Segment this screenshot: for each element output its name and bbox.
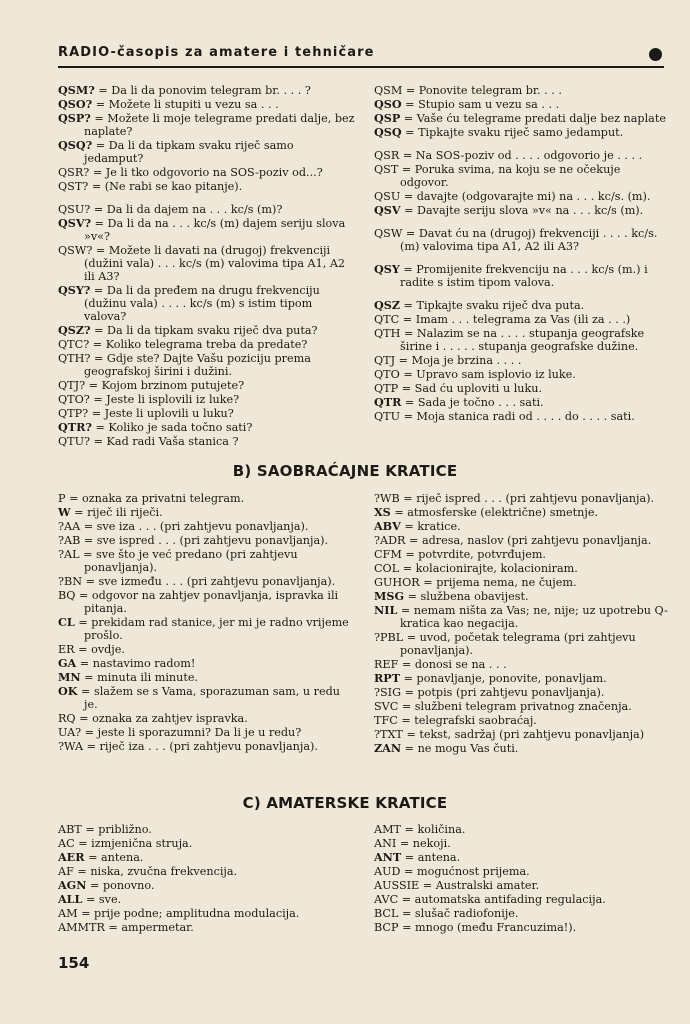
abbreviation-meaning: = ovdje. [74, 643, 125, 656]
abbreviation-entry [374, 893, 672, 906]
abbreviation-code: MSG [374, 589, 405, 603]
abbreviation-code: MN [58, 670, 81, 684]
abbreviation-code: QTO? [58, 393, 90, 406]
abbreviation-code: QTP? [58, 407, 89, 420]
abbreviation-meaning: = izmjenična struja. [74, 837, 193, 850]
abbreviation-entry [374, 562, 672, 575]
abbreviation-code: BQ [58, 589, 76, 602]
running-header [58, 44, 664, 68]
abbreviation-entry [374, 672, 672, 685]
abbreviation-code: QSO? [58, 97, 93, 111]
abbreviation-entry [58, 520, 356, 533]
abbreviation-code: W [58, 505, 71, 519]
abbreviation-entry [374, 396, 672, 409]
abbreviation-entry [374, 907, 672, 920]
abbreviation-entry [58, 492, 356, 505]
section-a-right-column [374, 84, 672, 424]
abbreviation-entry [58, 893, 356, 906]
abbreviation-code: QSP [374, 111, 401, 125]
abbreviation-entry [374, 548, 672, 561]
abbreviation-code: ALL [58, 892, 83, 906]
abbreviation-code: QSR? [58, 166, 90, 179]
abbreviation-meaning: = Davajte seriju slova »v« na . . . kc/s (m). [400, 204, 644, 217]
abbreviation-code: AUSSIE [374, 879, 420, 892]
abbreviation-meaning: = odgovor na zahtjev ponavljanja, ispravka ili pitanja. [75, 589, 339, 615]
abbreviation-code: ?BN [58, 575, 83, 588]
abbreviation-code: QTH [374, 327, 401, 340]
abbreviation-meaning: = Moja je brzina . . . . [395, 354, 522, 367]
abbreviation-entry [374, 126, 672, 139]
abbreviation-code: ?WA [58, 740, 84, 753]
abbreviation-code: ABV [374, 519, 401, 533]
abbreviation-code: RPT [374, 671, 401, 685]
abbreviation-code: ZAN [374, 741, 402, 755]
abbreviation-entry [374, 410, 672, 423]
abbreviation-entry [374, 149, 672, 162]
abbreviation-entry [374, 921, 672, 934]
abbreviation-entry [58, 671, 356, 684]
abbreviation-entry [58, 534, 356, 547]
abbreviation-meaning: = uvod, početak telegrama (pri zahtjevu ponavljanja). [400, 631, 636, 657]
abbreviation-code: CFM [374, 548, 402, 561]
abbreviation-entry [58, 616, 356, 642]
abbreviation-code: QSW [374, 227, 403, 240]
abbreviation-entry [58, 284, 356, 323]
abbreviation-code: ABT [58, 823, 82, 836]
abbreviation-entry [374, 263, 672, 289]
abbreviation-entry [374, 163, 672, 189]
abbreviation-entry [374, 368, 672, 381]
abbreviation-entry [58, 548, 356, 574]
abbreviation-code: QTU? [58, 435, 91, 448]
abbreviation-entry [374, 382, 672, 395]
abbreviation-meaning: = kratice. [400, 520, 461, 533]
abbreviation-entry [374, 299, 672, 312]
abbreviation-meaning: = nekoji. [396, 837, 451, 850]
abbreviation-meaning: = Da li da tipkam svaku riječ dva puta? [90, 324, 318, 337]
abbreviation-meaning: = tekst, sadržaj (pri zahtjevu ponavljanja) [402, 728, 645, 741]
abbreviation-entry [374, 190, 672, 203]
abbreviation-entry [374, 576, 672, 589]
abbreviation-meaning: = Stupio sam u vezu sa . . . [401, 98, 560, 111]
abbreviation-meaning: = približno. [81, 823, 152, 836]
abbreviation-code: QSR [374, 149, 400, 162]
abbreviation-meaning: = Ponovite telegram br. . . . [402, 84, 562, 97]
section-b-right-column [374, 492, 672, 756]
abbreviation-code: RQ [58, 712, 76, 725]
abbreviation-meaning: = ne mogu Vas čuti. [401, 742, 519, 755]
abbreviation-code: NIL [374, 603, 398, 617]
abbreviation-code: QSZ? [58, 323, 91, 337]
abbreviation-meaning: = davajte (odgovarajte mi) na . . . kc/s. (m). [400, 190, 651, 203]
abbreviation-meaning: = minuta ili minute. [80, 671, 198, 684]
abbreviation-entry [374, 658, 672, 671]
abbreviation-code: AMT [374, 823, 401, 836]
abbreviation-entry [58, 851, 356, 864]
abbreviation-entry [374, 700, 672, 713]
abbreviation-meaning: = slušač radiofonije. [398, 907, 519, 920]
abbreviation-code: QSY? [58, 283, 91, 297]
abbreviation-meaning: = mogućnost prijema. [400, 865, 530, 878]
abbreviation-meaning: = Imam . . . telegrama za Vas (ili za . . .) [399, 313, 631, 326]
abbreviation-code: TFC [374, 714, 398, 727]
abbreviation-code: QST? [58, 180, 89, 193]
abbreviation-code: AM [58, 907, 78, 920]
abbreviation-code: QSO [374, 97, 402, 111]
abbreviation-entry [374, 865, 672, 878]
abbreviation-entry [374, 728, 672, 741]
abbreviation-code: QTU [374, 410, 401, 423]
abbreviation-meaning: = jeste li sporazumni? Da li je u redu? [81, 726, 302, 739]
abbreviation-entry [58, 203, 356, 216]
abbreviation-entry [374, 534, 672, 547]
abbreviation-entry [58, 338, 356, 351]
abbreviation-code: QSU [374, 190, 401, 203]
abbreviation-entry [58, 589, 356, 615]
abbreviation-meaning: = ponovno. [86, 879, 155, 892]
abbreviation-entry [58, 435, 356, 448]
abbreviation-code: AVC [374, 893, 399, 906]
abbreviation-code: ?WB [374, 492, 400, 505]
abbreviation-meaning: = atmosferske (električne) smetnje. [390, 506, 599, 519]
abbreviation-code: QTC [374, 313, 400, 326]
abbreviation-meaning: = Možete li moje telegrame predati dalje, bez naplate? [84, 112, 355, 138]
abbreviation-entry [374, 313, 672, 326]
abbreviation-code: BCL [374, 907, 399, 920]
abbreviation-meaning: = službena obavijest. [404, 590, 529, 603]
abbreviation-entry [374, 327, 672, 353]
abbreviation-entry [374, 837, 672, 850]
abbreviation-entry [374, 631, 672, 657]
abbreviation-meaning: = automatska antifading regulacija. [398, 893, 606, 906]
abbreviation-code: QTR [374, 395, 402, 409]
abbreviation-code: AER [58, 850, 85, 864]
section-a-left-column [58, 84, 356, 449]
abbreviation-meaning: = Možete li stupiti u vezu sa . . . [92, 98, 279, 111]
abbreviation-code: ANI [374, 837, 397, 850]
abbreviation-meaning: = Sada je točno . . . sati. [401, 396, 544, 409]
abbreviation-meaning: = Vaše ću telegrame predati dalje bez naplate [400, 112, 666, 125]
abbreviation-entry [58, 837, 356, 850]
abbreviation-meaning: = Jeste li uplovili u luku? [88, 407, 234, 420]
abbreviation-entry [58, 657, 356, 670]
abbreviation-code: QSY [374, 262, 400, 276]
abbreviation-meaning: = oznaka za zahtjev ispravka. [75, 712, 248, 725]
abbreviation-entry [374, 590, 672, 603]
abbreviation-meaning: = količina. [401, 823, 466, 836]
abbreviation-code: ?SIG [374, 686, 402, 699]
abbreviation-meaning: = ampermetar. [104, 921, 194, 934]
abbreviation-entry [58, 421, 356, 434]
abbreviation-entry [58, 352, 356, 378]
abbreviation-meaning: = Kojom brzinom putujete? [85, 379, 245, 392]
abbreviation-meaning: = sve iza . . . (pri zahtjevu ponavljanja). [80, 520, 309, 533]
abbreviation-entry [374, 520, 672, 533]
abbreviation-entry [374, 204, 672, 217]
abbreviation-meaning: = Jeste li isplovili iz luke? [89, 393, 240, 406]
abbreviation-code: QTP [374, 382, 399, 395]
abbreviation-code: GUHOR [374, 576, 420, 589]
abbreviation-meaning: = riječ iza . . . (pri zahtjevu ponavljanja). [83, 740, 318, 753]
abbreviation-entry [58, 907, 356, 920]
abbreviation-code: QTC? [58, 338, 90, 351]
abbreviation-code: REF [374, 658, 399, 671]
abbreviation-code: AMMTR [58, 921, 105, 934]
abbreviation-meaning: = Da li da ponovim telegram br. . . . ? [94, 84, 311, 97]
abbreviation-code: ANT [374, 850, 402, 864]
abbreviation-code: QSW? [58, 244, 93, 257]
abbreviation-meaning: = Upravo sam isplovio iz luke. [399, 368, 576, 381]
abbreviation-meaning: = antena. [401, 851, 461, 864]
abbreviation-meaning: = službeni telegram privatnog značenja. [398, 700, 632, 713]
abbreviation-meaning: = sve. [82, 893, 122, 906]
abbreviation-code: ER [58, 643, 75, 656]
abbreviation-meaning: = telegrafski saobraćaj. [397, 714, 537, 727]
abbreviation-entry [58, 921, 356, 934]
abbreviation-meaning: = donosi se na . . . [398, 658, 507, 671]
abbreviation-code: QTR? [58, 420, 92, 434]
abbreviation-meaning: = Moja stanica radi od . . . . do . . . . sati. [400, 410, 635, 423]
abbreviation-code: QSQ [374, 125, 402, 139]
abbreviation-meaning: = Da li da pređem na drugu frekvenciju (dužinu vala) . . . . kc/s (m) s istim tipom valova? [84, 284, 320, 323]
abbreviation-code: P [58, 492, 66, 505]
abbreviation-meaning: = Poruka svima, na koju se ne očekuje odgovor. [398, 163, 621, 189]
abbreviation-meaning: = Možete li davati na (drugoj) frekvenciji (dužini vala) . . . kc/s (m) valovima tipa A1, A2 ili A3? [84, 244, 346, 283]
abbreviation-meaning: = Promijenite frekvenciju na . . . kc/s (m.) i radite s istim tipom valova. [399, 263, 648, 289]
abbreviation-entry [58, 166, 356, 179]
abbreviation-code: AC [58, 837, 75, 850]
abbreviation-code: QSM [374, 84, 403, 97]
abbreviation-meaning: = Davat ću na (drugoj) frekvenciji . . . . kc/s. (m) valovima tipa A1, A2 ili A3? [400, 227, 658, 253]
section-b-title: B) SAOBRAĆAJNE KRATICE [232, 462, 458, 480]
abbreviation-code: COL [374, 562, 400, 575]
abbreviation-entry [58, 84, 356, 97]
section-c-right-column [374, 823, 672, 935]
abbreviation-entry [58, 740, 356, 753]
abbreviation-entry [374, 742, 672, 755]
abbreviation-code: CL [58, 615, 75, 629]
abbreviation-meaning: = sve što je već predano (pri zahtjevu ponavljanja). [79, 548, 298, 574]
abbreviation-code: UA? [58, 726, 82, 739]
abbreviation-entry [374, 686, 672, 699]
abbreviation-meaning: = mnogo (među Francuzima!). [398, 921, 577, 934]
abbreviation-entry [58, 712, 356, 725]
abbreviation-meaning: = potvrdite, potvrđujem. [401, 548, 546, 561]
abbreviation-entry [374, 823, 672, 836]
abbreviation-meaning: = potpis (pri zahtjevu ponavljanja). [401, 686, 605, 699]
abbreviation-code: ?TXT [374, 728, 403, 741]
abbreviation-code: QTO [374, 368, 400, 381]
abbreviation-code: ?AL [58, 548, 80, 561]
abbreviation-entry [58, 393, 356, 406]
abbreviation-code: AGN [58, 878, 87, 892]
abbreviation-meaning: = sve ispred . . . (pri zahtjevu ponavljanja). [80, 534, 329, 547]
abbreviation-code: QSV [374, 203, 401, 217]
abbreviation-meaning: = adresa, naslov (pri zahtjevu ponavljanja. [405, 534, 652, 547]
abbreviation-entry [374, 879, 672, 892]
abbreviation-meaning: = ponavljanje, ponovite, ponavljam. [400, 672, 607, 685]
abbreviation-code: QSM? [58, 83, 95, 97]
abbreviation-entry [374, 112, 672, 125]
abbreviation-entry [374, 851, 672, 864]
header-title: RADIO-časopis za amatere i tehničare [58, 45, 375, 60]
abbreviation-meaning: = Nalazim se na . . . . stupanja geografske širine i . . . . . stupanja geografske dužine. [400, 327, 645, 353]
abbreviation-meaning: = Koliko telegrama treba da predate? [89, 338, 308, 351]
abbreviation-meaning: = Je li tko odgovorio na SOS-poziv od...? [89, 166, 323, 179]
abbreviation-code: ?PBL [374, 631, 404, 644]
abbreviation-code: QSQ? [58, 138, 93, 152]
header-dot-ornament [649, 48, 662, 61]
abbreviation-code: AF [58, 865, 74, 878]
abbreviation-code: QSP? [58, 111, 91, 125]
abbreviation-meaning: = prije podne; amplitudna modulacija. [77, 907, 300, 920]
abbreviation-entry [58, 98, 356, 111]
abbreviation-code: ?ADR [374, 534, 406, 547]
abbreviation-entry [58, 217, 356, 243]
abbreviation-meaning: = Tipkajte svaku riječ dva puta. [400, 299, 585, 312]
abbreviation-entry [58, 180, 356, 193]
abbreviation-meaning: = Sad ću uploviti u luku. [398, 382, 543, 395]
abbreviation-meaning: = riječ ili riječi. [70, 506, 163, 519]
abbreviation-meaning: = Australski amater. [419, 879, 540, 892]
abbreviation-entry [58, 139, 356, 165]
abbreviation-entry [374, 604, 672, 630]
abbreviation-meaning: = prijema nema, ne čujem. [419, 576, 577, 589]
abbreviation-meaning: = Da li da na . . . kc/s (m) dajem seriju slova »v«? [84, 217, 346, 243]
abbreviation-code: QTH? [58, 352, 91, 365]
abbreviation-entry [58, 879, 356, 892]
abbreviation-meaning: = nemam ništa za Vas; ne, nije; uz upotrebu Q-kratica kao negacija. [397, 604, 668, 630]
abbreviation-entry [58, 407, 356, 420]
abbreviation-entry [58, 726, 356, 739]
abbreviation-code: QTJ? [58, 379, 86, 392]
abbreviation-code: BCP [374, 921, 399, 934]
abbreviation-entry [58, 643, 356, 656]
abbreviation-entry [374, 492, 672, 505]
abbreviation-code: AUD [374, 865, 401, 878]
abbreviation-entry [58, 823, 356, 836]
abbreviation-meaning: = nastavimo radom! [76, 657, 196, 670]
abbreviation-meaning: = kolacionirajte, kolacioniram. [399, 562, 578, 575]
section-c-title: C) AMATERSKE KRATICE [242, 794, 448, 812]
abbreviation-entry [58, 685, 356, 711]
page-number: 154 [58, 954, 90, 972]
section-b-left-column [58, 492, 356, 754]
abbreviation-code: SVC [374, 700, 399, 713]
abbreviation-code: XS [374, 505, 391, 519]
abbreviation-code: ?AA [58, 520, 81, 533]
abbreviation-entry [58, 506, 356, 519]
abbreviation-code: QST [374, 163, 399, 176]
abbreviation-entry [58, 324, 356, 337]
abbreviation-code: ?AB [58, 534, 81, 547]
abbreviation-entry [374, 227, 672, 253]
abbreviation-code: QTJ [374, 354, 396, 367]
abbreviation-meaning: = Gdje ste? Dajte Vašu poziciju prema geografskoj širini i dužini. [84, 352, 311, 378]
abbreviation-meaning: = Da li da tipkam svaku riječ samo jedamput? [84, 139, 294, 165]
abbreviation-code: QSV? [58, 216, 92, 230]
abbreviation-meaning: = Kad radi Vaša stanica ? [90, 435, 239, 448]
abbreviation-meaning: = Na SOS-poziv od . . . . odgovorio je . . . . [399, 149, 643, 162]
abbreviation-meaning: = riječ ispred . . . (pri zahtjevu ponavljanja). [399, 492, 655, 505]
abbreviation-meaning: = Da li da dajem na . . . kc/s (m)? [90, 203, 283, 216]
abbreviation-meaning: = slažem se s Vama, sporazuman sam, u redu je. [77, 685, 340, 711]
abbreviation-entry [374, 84, 672, 97]
abbreviation-entry [58, 379, 356, 392]
abbreviation-code: QSZ [374, 298, 400, 312]
abbreviation-entry [58, 865, 356, 878]
abbreviation-meaning: = Tipkajte svaku riječ samo jedamput. [401, 126, 624, 139]
section-c-left-column [58, 823, 356, 935]
abbreviation-meaning: = prekidam rad stanice, jer mi je radno vrijeme prošlo. [74, 616, 349, 642]
abbreviation-code: QSU? [58, 203, 91, 216]
abbreviation-meaning: = sve između . . . (pri zahtjevu ponavljanja). [82, 575, 336, 588]
abbreviation-meaning: = antena. [84, 851, 144, 864]
abbreviation-code: OK [58, 684, 78, 698]
abbreviation-entry [58, 112, 356, 138]
abbreviation-entry [374, 506, 672, 519]
abbreviation-meaning: = (Ne rabi se kao pitanje). [88, 180, 243, 193]
abbreviation-meaning: = oznaka za privatni telegram. [65, 492, 245, 505]
abbreviation-entry [58, 575, 356, 588]
abbreviation-entry [374, 714, 672, 727]
abbreviation-entry [58, 244, 356, 283]
abbreviation-code: GA [58, 656, 77, 670]
abbreviation-meaning: = Koliko je sada točno sati? [91, 421, 253, 434]
abbreviation-entry [374, 98, 672, 111]
abbreviation-entry [374, 354, 672, 367]
abbreviation-meaning: = niska, zvučna frekvencija. [73, 865, 238, 878]
